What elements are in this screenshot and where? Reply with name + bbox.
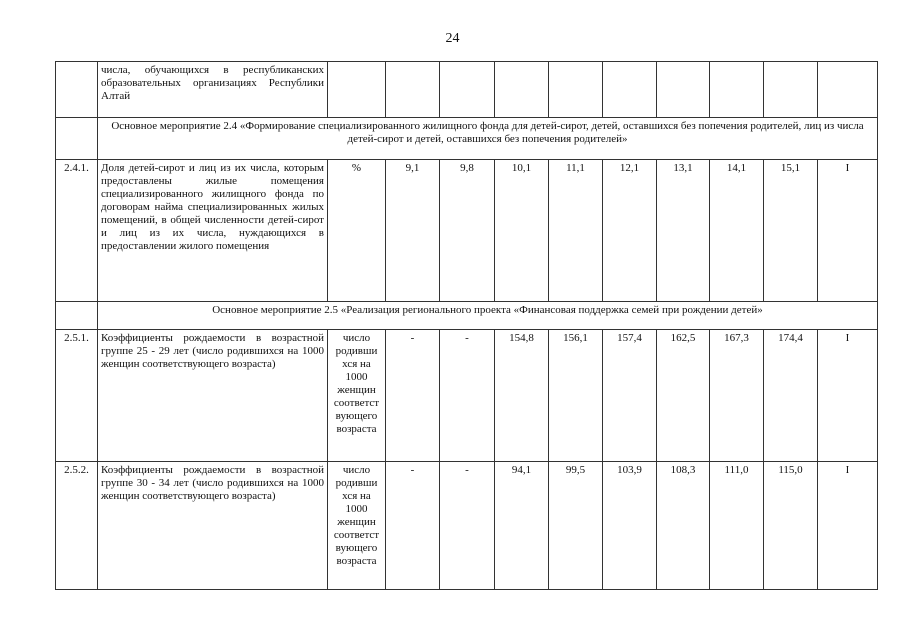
cell-value: 9,8 (440, 160, 495, 302)
cell-value: - (386, 330, 440, 462)
cell-value: 167,3 (710, 330, 764, 462)
cell-value: 10,1 (495, 160, 549, 302)
cell-value: 13,1 (657, 160, 710, 302)
table-row-2-4-1 (56, 160, 878, 302)
cell-value: 174,4 (764, 330, 818, 462)
cell-value: 14,1 (710, 160, 764, 302)
cell-type (818, 62, 878, 118)
cell-unit: число родивши хся на 1000 женщин соответст вующего возраста (328, 330, 386, 462)
cell-value (495, 62, 549, 118)
cell-value: - (386, 462, 440, 590)
cell-num: 2.5.2. (56, 462, 98, 590)
cell-type: I (818, 330, 878, 462)
cell-num (56, 62, 98, 118)
cell-num: 2.5.1. (56, 330, 98, 462)
indicators-table (55, 61, 878, 590)
cell-value (386, 62, 440, 118)
cell-value (549, 62, 603, 118)
cell-value (657, 62, 710, 118)
cell-value: 156,1 (549, 330, 603, 462)
cell-value: 111,0 (710, 462, 764, 590)
cell-value: 115,0 (764, 462, 818, 590)
cell-num: 2.4.1. (56, 160, 98, 302)
cell-value: - (440, 330, 495, 462)
cell-value: 162,5 (657, 330, 710, 462)
cell-unit: % (328, 160, 386, 302)
cell-value (603, 62, 657, 118)
cell-description: числа, обучающихся в республиканских образовательных организациях Республики Алтай (98, 62, 328, 118)
cell-value: 15,1 (764, 160, 818, 302)
section-title: Основное мероприятие 2.5 «Реализация регионального проекта «Финансовая поддержка семей при рождении детей» (98, 302, 878, 330)
cell-description: Коэффициенты рождаемости в возрастной группе 25 - 29 лет (число родившихся на 1000 женщин соответствующего возраста) (98, 330, 328, 462)
cell-value: 9,1 (386, 160, 440, 302)
page-number: 24 (445, 31, 460, 46)
cell-num (56, 118, 98, 160)
table-row-continuation (56, 62, 878, 118)
cell-value (764, 62, 818, 118)
cell-value: 108,3 (657, 462, 710, 590)
cell-num (56, 302, 98, 330)
cell-value (710, 62, 764, 118)
section-title: Основное мероприятие 2.4 «Формирование специализированного жилищного фонда для детей-сирот, детей, оставшихся без попечения родителей, лиц из числа детей-сирот и детей, оставшихся без попечения родителей» (98, 118, 878, 160)
cell-unit: число родивши хся на 1000 женщин соответст вующего возраста (328, 462, 386, 590)
cell-type: I (818, 160, 878, 302)
cell-value: 99,5 (549, 462, 603, 590)
cell-value: 157,4 (603, 330, 657, 462)
cell-value: - (440, 462, 495, 590)
cell-value (440, 62, 495, 118)
cell-value: 11,1 (549, 160, 603, 302)
table-row-2-5-1 (56, 330, 878, 462)
cell-value: 94,1 (495, 462, 549, 590)
cell-type: I (818, 462, 878, 590)
section-row-2-4 (56, 118, 878, 160)
cell-description: Коэффициенты рождаемости в возрастной группе 30 - 34 лет (число родившихся на 1000 женщин соответствующего возраста) (98, 462, 328, 590)
cell-unit (328, 62, 386, 118)
cell-value: 12,1 (603, 160, 657, 302)
cell-value: 103,9 (603, 462, 657, 590)
section-row-2-5 (56, 302, 878, 330)
cell-description: Доля детей-сирот и лиц из их числа, которым предоставлены жилые помещения специализированного жилищного фонда по договорам найма специализированных жилых помещений, в общей численности детей-сирот и лиц из их числа, нуждающихся в предоставлении жилого помещения (98, 160, 328, 302)
table-row-2-5-2 (56, 462, 878, 590)
cell-value: 154,8 (495, 330, 549, 462)
